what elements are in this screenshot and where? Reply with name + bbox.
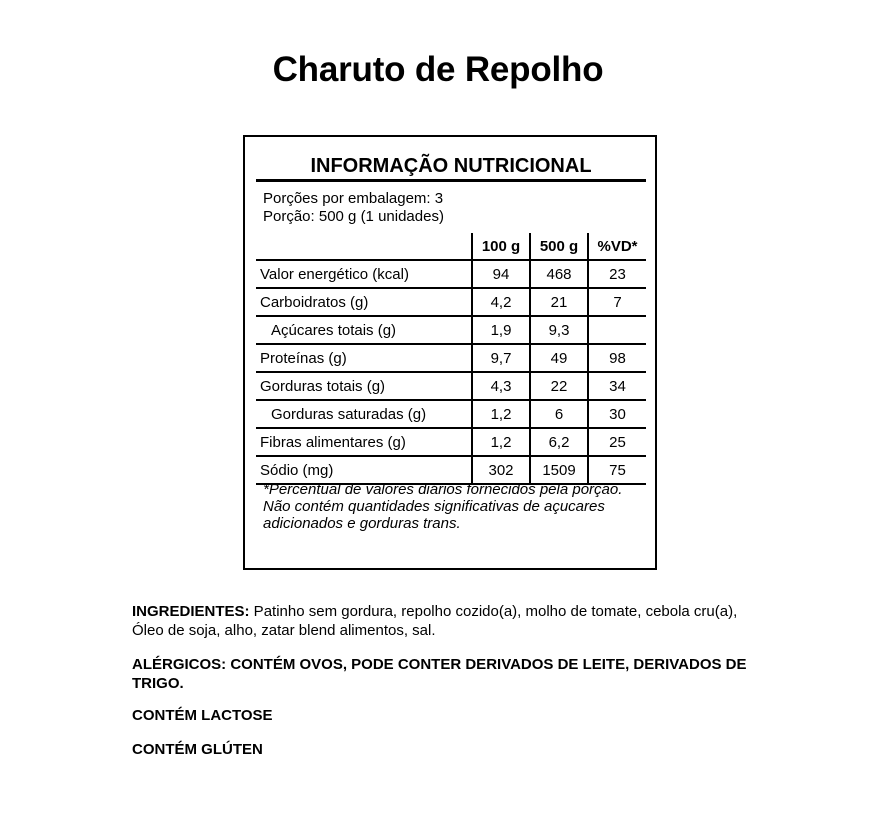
value-daily-percent: 7 — [588, 288, 646, 316]
nutrient-name: Proteínas (g) — [256, 344, 472, 372]
value-500g: 9,3 — [530, 316, 588, 344]
value-100g: 1,2 — [472, 428, 530, 456]
value-500g: 22 — [530, 372, 588, 400]
value-daily-percent: 25 — [588, 428, 646, 456]
value-500g: 468 — [530, 260, 588, 288]
value-daily-percent: 34 — [588, 372, 646, 400]
nutrient-name: Carboidratos (g) — [256, 288, 472, 316]
ingredients-text: Patinho sem gordura, repolho cozido(a), molho de tomate, cebola cru(a), Óleo de soja, alho, zatar blend alimentos, sal. — [132, 603, 738, 639]
lactose-warning — [132, 706, 752, 725]
nutrient-column-header — [256, 233, 472, 260]
value-daily-percent: 23 — [588, 260, 646, 288]
value-100g: 4,3 — [472, 372, 530, 400]
nutrient-name: Gorduras saturadas (g) — [256, 400, 472, 428]
value-daily-percent — [588, 316, 646, 344]
value-100g: 94 — [472, 260, 530, 288]
product-title: Charuto de Repolho — [272, 50, 604, 89]
value-500g: 49 — [530, 344, 588, 372]
table-row — [256, 372, 646, 400]
column-header-100g: 100 g — [472, 233, 530, 260]
value-100g: 302 — [472, 456, 530, 484]
value-500g: 6 — [530, 400, 588, 428]
nutrient-name: Fibras alimentares (g) — [256, 428, 472, 456]
servings-per-package: Porções por embalagem: 3 — [263, 190, 444, 207]
nutrition-facts-panel — [243, 135, 657, 570]
nutrition-table — [256, 233, 646, 485]
value-daily-percent: 30 — [588, 400, 646, 428]
value-500g: 21 — [530, 288, 588, 316]
table-row — [256, 456, 646, 484]
table-header-row — [256, 233, 646, 260]
nutrient-name: Gorduras totais (g) — [256, 372, 472, 400]
value-100g: 4,2 — [472, 288, 530, 316]
nutrient-name: Açúcares totais (g) — [256, 316, 472, 344]
daily-value-note: *Percentual de valores diários fornecidos pela porção. — [263, 481, 623, 498]
nutrient-name: Sódio (mg) — [256, 456, 472, 484]
serving-size: Porção: 500 g (1 unidades) — [263, 208, 444, 225]
value-100g: 1,2 — [472, 400, 530, 428]
table-row — [256, 288, 646, 316]
nutrition-heading: INFORMAÇÃO NUTRICIONAL — [310, 155, 592, 177]
value-daily-percent: 98 — [588, 344, 646, 372]
value-daily-percent: 75 — [588, 456, 646, 484]
allergens-text: ALÉRGICOS: CONTÉM OVOS, PODE CONTER DERIVADOS DE LEITE, DERIVADOS DE TRIGO. — [132, 656, 747, 692]
gluten-text: CONTÉM GLÚTEN — [132, 741, 263, 758]
table-row — [256, 344, 646, 372]
value-500g: 6,2 — [530, 428, 588, 456]
column-header-daily-value: %VD* — [588, 233, 646, 260]
table-row — [256, 428, 646, 456]
trans-fat-note: Não contém quantidades significativas de açucares adicionados e gorduras trans. — [263, 498, 605, 532]
column-header-500g: 500 g — [530, 233, 588, 260]
value-500g: 1509 — [530, 456, 588, 484]
table-row — [256, 316, 646, 344]
lactose-text: CONTÉM LACTOSE — [132, 707, 273, 724]
table-row — [256, 260, 646, 288]
nutrient-name: Valor energético (kcal) — [256, 260, 472, 288]
ingredients-label: INGREDIENTES: — [132, 603, 250, 620]
value-100g: 9,7 — [472, 344, 530, 372]
allergens-section — [132, 655, 752, 693]
value-100g: 1,9 — [472, 316, 530, 344]
nutrition-footnote — [263, 481, 643, 532]
heading-divider — [256, 179, 646, 182]
table-row — [256, 400, 646, 428]
gluten-warning — [132, 740, 752, 759]
ingredients-section — [132, 602, 752, 640]
